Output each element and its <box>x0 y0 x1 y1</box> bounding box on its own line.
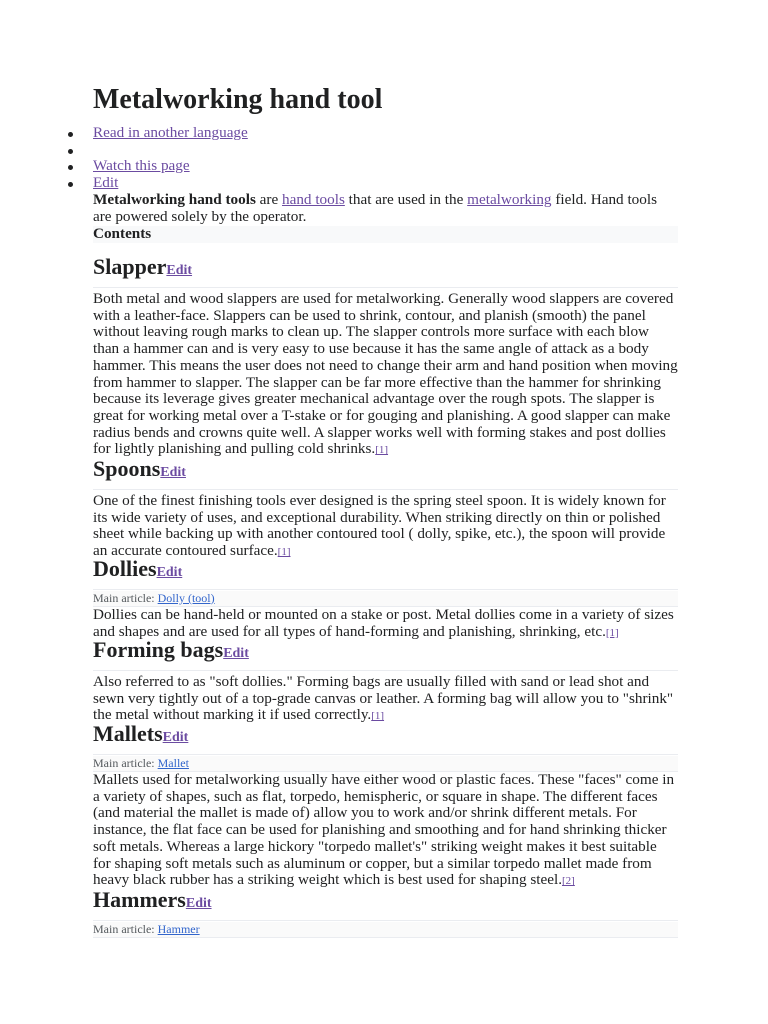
main-article-link[interactable]: Dolly (tool) <box>157 591 215 605</box>
section-slapper <box>93 253 678 459</box>
edit-section-link[interactable]: Edit <box>185 896 212 911</box>
intro-text: field. Hand tools are powered solely by the operator. <box>93 191 657 225</box>
intro-bold-term: Metalworking hand tools <box>93 191 256 208</box>
reference-link[interactable]: [1] <box>277 546 291 559</box>
section-dollies <box>93 555 678 641</box>
edit-section-link[interactable]: Edit <box>223 646 249 661</box>
section-paragraph <box>93 674 678 725</box>
section-hammers <box>93 886 678 938</box>
paragraph-text: Both metal and wood slappers are used for metalworking. Generally wood slappers are covered with a leather-face. Slappers can be used to shrink, contour, and planish (smooth) the panel without leaving rough marks to clean up. The slapper controls more surface with each blow than a hammer can and is very easy to use because it has the same angle of attack as a body hammer. This means the user does not need to change their arm and hand position when moving from hammer to slapper. The slapper can be far more effective than the hammer for shrinking because its leverage gives greater mechanical advantage over the rough spots. The slapper is great for working metal over a T-stake or for gouging and planishing. A good slapper can make radius bends and crowns quite well. A slapper works well with forming stakes and post dollies for lightly planishing and pulling cold shrinks. <box>93 290 678 458</box>
section-heading <box>93 886 678 921</box>
edit-section-link[interactable]: Edit <box>160 465 186 480</box>
page-action-item <box>93 158 678 175</box>
main-article-prefix: Main article: <box>93 591 158 605</box>
section-heading <box>93 555 678 590</box>
reference-link[interactable]: [1] <box>375 444 389 457</box>
paragraph-text: Mallets used for metalworking usually have either wood or plastic faces. These "faces" come in a variety of shapes, such as flat, torpedo, hemispheric, or square in shape. The different faces (and material the mallet is made of) allow you to work and/or shrink different metals. For instance, the flat face can be used for planishing and smoothing and for hand shrinking thicker soft metals. Whereas a large hickory "torpedo mallet's" striking weight makes it best suitable for shaping soft metals such as aluminum or copper, but a similar torpedo mallet made from heavy black rubber has a striking weight which is best used for shaping steel. <box>93 771 675 889</box>
main-article-note <box>93 922 678 938</box>
section-heading-text: Mallets <box>93 721 163 746</box>
edit-section-link[interactable]: Edit <box>166 263 193 278</box>
page-actions-list <box>93 125 678 192</box>
page-action-item <box>93 142 678 159</box>
edit-page-link[interactable]: Edit <box>93 174 119 192</box>
page-action-item <box>93 125 678 142</box>
section-heading <box>93 455 678 490</box>
section-mallets <box>93 720 678 890</box>
edit-section-link[interactable]: Edit <box>156 565 183 580</box>
main-article-link[interactable]: Hammer <box>157 922 200 936</box>
read-in-another-language-link[interactable]: Read in another language <box>93 124 248 141</box>
intro-paragraph <box>93 192 678 225</box>
paragraph-text: One of the finest finishing tools ever designed is the spring steel spoon. It is widely known for its wide variety of uses, and exceptional durability. When striking directly on thin or polished sheet while backing up with another contoured tool ( dolly, spike, etc.), the spoon will provide an accurate contoured surface. <box>93 492 666 560</box>
section-heading <box>93 636 678 671</box>
section-spoons <box>93 455 678 561</box>
section-heading-text: Forming bags <box>93 637 224 662</box>
section-paragraph <box>93 772 678 890</box>
edit-section-link[interactable]: Edit <box>162 730 189 745</box>
section-paragraph <box>93 493 678 561</box>
metalworking-link[interactable]: metalworking <box>467 191 552 208</box>
main-article-link[interactable]: Mallet <box>157 756 189 770</box>
hand-tools-link[interactable]: hand tools <box>282 191 345 208</box>
main-article-prefix: Main article: <box>93 922 158 936</box>
contents-toggle[interactable]: Contents <box>93 226 678 243</box>
intro-text: are <box>255 191 282 208</box>
reference-link[interactable]: [2] <box>562 875 575 888</box>
main-article-note <box>93 591 678 607</box>
section-paragraph <box>93 291 678 459</box>
page-title: Metalworking hand tool <box>93 84 383 115</box>
section-heading-text: Hammers <box>93 887 186 912</box>
page-action-item <box>93 175 678 192</box>
section-heading-text: Spoons <box>93 456 161 481</box>
section-heading-text: Dollies <box>93 556 157 581</box>
paragraph-text: Dollies can be hand-held or mounted on a stake or post. Metal dollies come in a variety of sizes and shapes and are used for all types of hand-forming and planishing, shrinking, etc. <box>93 606 674 640</box>
section-forming-bags <box>93 636 678 725</box>
reference-link[interactable]: [1] <box>605 626 619 639</box>
main-article-prefix: Main article: <box>93 756 158 770</box>
section-heading-text: Slapper <box>93 254 167 279</box>
reference-link[interactable]: [1] <box>371 710 385 723</box>
section-heading <box>93 720 678 755</box>
watch-page-link[interactable]: Watch this page <box>93 157 190 175</box>
paragraph-text: Also referred to as "soft dollies." Forming bags are usually filled with sand or lead shot and sewn very tightly out of a top-grade canvas or leather. A forming bag will allow you to "shrink" the metal without marking it if used correctly. <box>93 673 674 724</box>
main-article-note <box>93 756 678 772</box>
section-heading <box>93 253 678 288</box>
intro-text: that are used in the <box>344 191 468 208</box>
